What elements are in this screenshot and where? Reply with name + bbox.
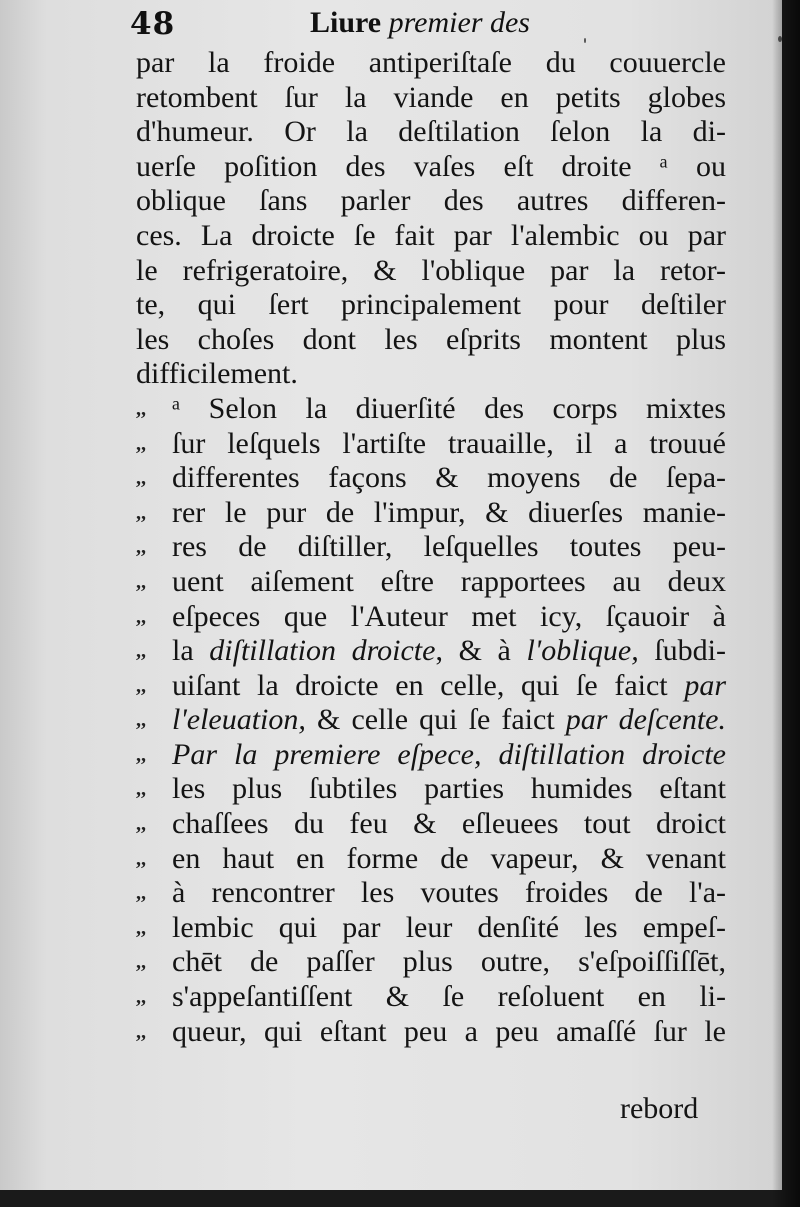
running-head-cap: Liure xyxy=(310,6,382,39)
commentary-line xyxy=(136,392,726,427)
commentary-line xyxy=(136,980,726,1015)
commentary-text xyxy=(172,530,726,565)
text-run: ſubdi- xyxy=(638,634,726,668)
quotation-mark: ,, xyxy=(136,605,146,628)
text-run: en haut en forme de vapeur, & venant xyxy=(172,841,726,875)
commentary-line xyxy=(136,565,726,600)
text-line: ces. La droicte ſe fait par l'alembic ou par xyxy=(136,218,726,252)
text-run: uent aiſement eſtre rapportees au deux xyxy=(172,564,726,598)
text-run: uiſant la droicte en celle, qui ſe faict xyxy=(172,668,685,702)
text-line: par la froide antiperiſtaſe du couuercle xyxy=(136,46,726,79)
commentary-line xyxy=(136,703,726,738)
catchword: rebord xyxy=(620,1092,699,1125)
text-run: s'appeſantiſſent & ſe reſoluent en li- xyxy=(172,980,726,1014)
text-line: oblique ſans parler des autres differen- xyxy=(136,184,726,218)
running-head-rest: premier des xyxy=(381,6,530,39)
ink-speck xyxy=(584,38,586,43)
text-line: te, qui ſert principalement pour deſtiler xyxy=(136,288,726,322)
text-run: lembic qui par leur denſité les empeſ- xyxy=(172,910,726,944)
text-line: uerſe poſition des vaſes eſt droite ᵃ ou xyxy=(136,149,726,183)
commentary-line xyxy=(136,876,726,911)
quotation-mark: ,, xyxy=(136,813,146,836)
text-run: , & à xyxy=(435,634,527,668)
commentary-text xyxy=(172,703,726,738)
italic-run: l'oblique, xyxy=(526,634,639,668)
quotation-mark: ,, xyxy=(136,778,146,801)
commentary-text xyxy=(172,392,726,427)
commentary-line xyxy=(136,461,726,496)
commentary-text xyxy=(172,496,726,531)
quotation-mark: ,, xyxy=(136,847,146,870)
italic-run: l'eleuation, xyxy=(172,703,306,737)
commentary-text xyxy=(172,461,726,496)
commentary-text xyxy=(172,634,726,669)
text-line: retombent ſur la viande en petits globes xyxy=(136,80,726,114)
text-run: res de diſtiller, leſquelles toutes peu- xyxy=(172,530,726,564)
commentary-line xyxy=(136,911,726,946)
commentary-line xyxy=(136,1015,726,1050)
commentary-text xyxy=(172,911,726,946)
page-number: 48 xyxy=(130,6,176,42)
text-line: le refrigeratoire, & l'oblique par la retor- xyxy=(136,253,726,287)
text-line: les choſes dont les eſprits montent plus xyxy=(136,322,726,356)
quotation-mark: ,, xyxy=(136,674,146,697)
text-run: eſpeces que l'Auteur met icy, ſçauoir à xyxy=(172,599,726,633)
text-run: ſur leſquels l'artiſte trauaille, il a trouué xyxy=(172,426,726,460)
text-run: à rencontrer les voutes froides de l'a- xyxy=(172,876,726,910)
quotation-mark: ,, xyxy=(136,986,146,1009)
quotation-mark: ,, xyxy=(136,916,146,939)
quotation-mark: ,, xyxy=(136,640,146,663)
commentary-line xyxy=(136,634,726,669)
text-line: d'humeur. Or la deſtilation ſelon la di- xyxy=(136,115,726,149)
text-run: rer le pur de l'impur, & diuerſes manie- xyxy=(172,495,726,529)
commentary-text xyxy=(172,980,726,1015)
text-run: chaſſees du feu & eſleuees tout droict xyxy=(172,807,726,841)
italic-run: par deſcente. xyxy=(565,703,726,737)
commentary-block xyxy=(136,392,726,1049)
text-line: difficilement. xyxy=(136,357,298,391)
commentary-line xyxy=(136,738,726,773)
commentary-text xyxy=(172,427,726,462)
quotation-mark: ,, xyxy=(136,743,146,766)
page-header xyxy=(130,6,630,46)
text-run: la xyxy=(172,634,210,668)
commentary-text xyxy=(172,1015,726,1050)
commentary-text xyxy=(172,807,726,842)
quotation-mark: ,, xyxy=(136,570,146,593)
italic-run: par xyxy=(684,668,726,702)
text-run: chēt de paſſer plus outre, s'eſpoiſſiſſēt, xyxy=(172,945,726,979)
commentary-line xyxy=(136,669,726,704)
quotation-mark: ,, xyxy=(136,432,146,455)
text-run: & celle qui ſe faict xyxy=(305,703,566,737)
commentary-line xyxy=(136,772,726,807)
quotation-mark: ,, xyxy=(136,1020,146,1043)
commentary-line xyxy=(136,530,726,565)
commentary-text xyxy=(172,876,726,911)
italic-run: Par la premiere eſpece, diſtillation droicte xyxy=(172,737,726,771)
text-run: les plus ſubtiles parties humides eſtant xyxy=(172,772,726,806)
quotation-mark: ,, xyxy=(136,536,146,559)
commentary-text xyxy=(172,669,726,704)
italic-run: diſtillation droicte xyxy=(209,634,436,668)
commentary-line xyxy=(136,945,726,980)
commentary-text xyxy=(172,565,726,600)
commentary-line xyxy=(136,427,726,462)
body-text xyxy=(136,46,726,1049)
commentary-line xyxy=(136,600,726,635)
quotation-mark: ,, xyxy=(136,397,146,420)
text-run: ᵃ Selon la diuerſité des corps mixtes xyxy=(172,391,726,425)
text-run: differentes façons & moyens de ſepa- xyxy=(172,461,726,495)
quotation-mark: ,, xyxy=(136,882,146,905)
commentary-line xyxy=(136,807,726,842)
commentary-text xyxy=(172,738,726,773)
main-paragraph xyxy=(136,46,726,392)
text-run: queur, qui eſtant peu a peu amaſſé ſur le xyxy=(172,1014,726,1048)
commentary-line xyxy=(136,842,726,877)
quotation-mark: ,, xyxy=(136,467,146,490)
commentary-text xyxy=(172,945,726,980)
quotation-mark: ,, xyxy=(136,709,146,732)
commentary-text xyxy=(172,600,726,635)
quotation-mark: ,, xyxy=(136,951,146,974)
commentary-text xyxy=(172,842,726,877)
running-head xyxy=(310,6,530,40)
commentary-line xyxy=(136,496,726,531)
quotation-mark: ,, xyxy=(136,501,146,524)
commentary-text xyxy=(172,772,726,807)
page-gutter-shadow xyxy=(772,0,800,1207)
